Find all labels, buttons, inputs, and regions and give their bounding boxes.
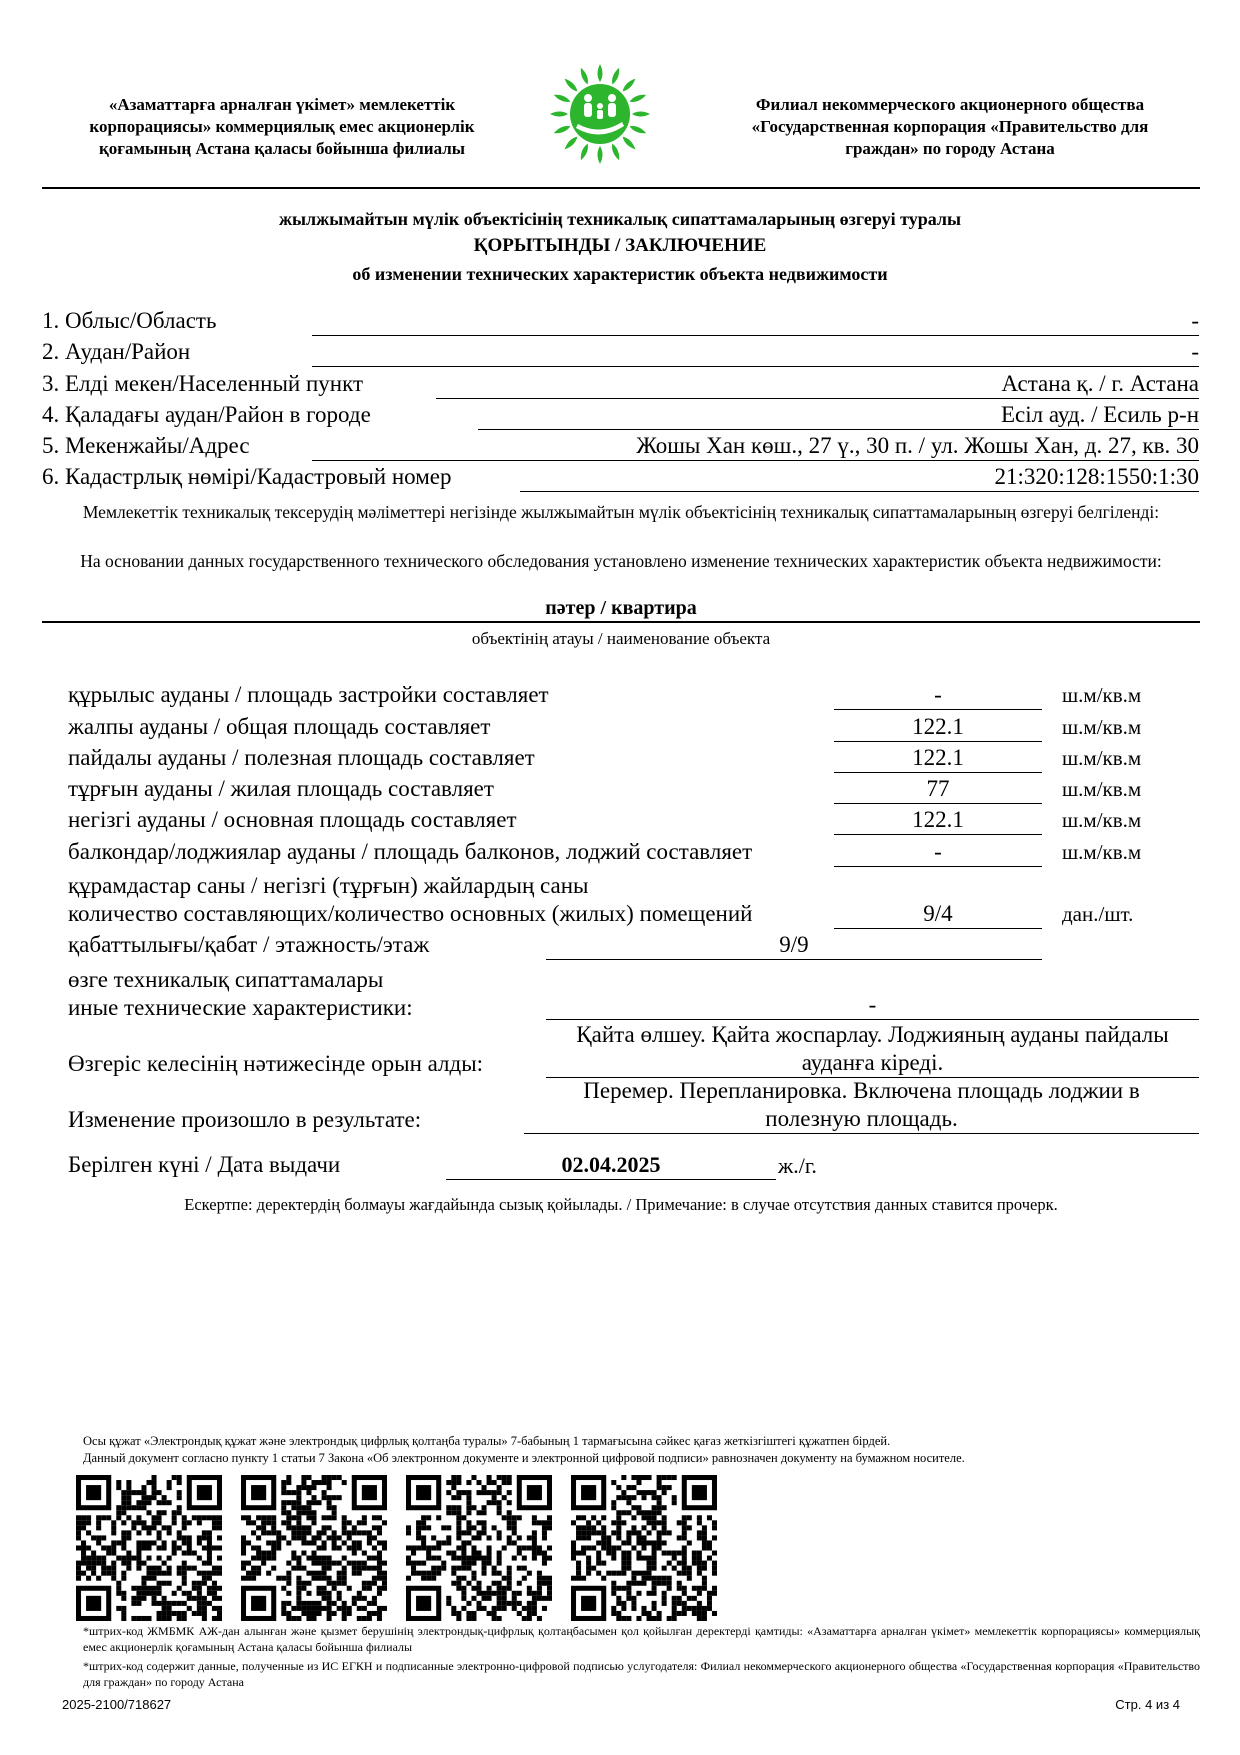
rooms-label-kz: құрамдастар саны / негізгі (тұрғын) жайлардың саны (68, 873, 589, 898)
other-label-ru: иные технические характеристики: (68, 995, 413, 1020)
area-total-label: жалпы ауданы / общая площадь составляет (68, 714, 491, 739)
title-main: ҚОРЫТЫНДЫ / ЗАКЛЮЧЕНИЕ (473, 235, 767, 256)
field-region-value: - (312, 307, 1199, 336)
other-value: - (546, 991, 1199, 1020)
floors-label: қабаттылығы/қабат / этажность/этаж (68, 932, 430, 957)
title-kz: жылжымайтын мүлік объектісінің техникалық сипаттамаларының өзгеруі туралы (278, 209, 962, 229)
change-ru-label: Изменение произошло в результате: (68, 1107, 422, 1132)
basis-kz: Мемлекеттік техникалық тексерудің мәліметтері негізінде жылжымайтын мүлік объектісінің техникалық сипаттамаларының өзгеруі белгіленді: (82, 502, 1160, 522)
floors-value: 9/9 (546, 931, 1042, 960)
change-kz-value (546, 1021, 1199, 1078)
footer-legal-ru: Данный документ согласно пункту 1 статьи 7 Закона «Об электронном документе и электронной цифровой подписи» равнозначен документу на бумажном носителе. (83, 1451, 965, 1465)
field-locality-value: Астана қ. / г. Астана (436, 370, 1199, 399)
area-main-unit: ш.м/кв.м (1062, 808, 1142, 832)
field-city-district-label: 4. Қаладағы аудан/Район в городе (42, 402, 371, 427)
field-locality-label: 3. Елді мекен/Населенный пункт (42, 371, 364, 396)
doc-number: 2025-2100/718627 (62, 1697, 172, 1712)
qr-code-1 (76, 1475, 222, 1621)
area-useful-label: пайдалы ауданы / полезная площадь составляет (68, 745, 535, 770)
title-ru: об изменении технических характеристик объекта недвижимости (352, 264, 888, 284)
note: Ескертпе: деректердің болмауы жағдайында сызық қойылады. / Примечание: в случае отсутствия данных ставится прочерк. (184, 1195, 1058, 1214)
field-address-value: Жошы Хан көш., 27 ү., 30 п. / ул. Жошы Хан, д. 27, кв. 30 (312, 432, 1199, 461)
footer-legal-kz: Осы құжат «Электрондық құжат және электрондық цифрлық қолтаңба туралы» 7-бабының 1 тармағысына сәйкес қағаз жеткізгіштегі құжатпен бірдей. (83, 1434, 891, 1448)
logo-sun-family-icon (548, 62, 652, 166)
header-right-org: Филиал некоммерческого акционерного общества «Государственная корпорация «Правительство для граждан» по городу Астана (751, 95, 1149, 158)
area-balcony-value: - (834, 838, 1042, 867)
rooms-unit: дан./шт. (1062, 902, 1134, 926)
issue-date-value: 02.04.2025 (446, 1151, 776, 1180)
basis-ru: На основании данных государственного технического обследования установлено изменение технических характеристик объекта недвижимости: (80, 551, 1162, 571)
rooms-value: 9/4 (834, 900, 1042, 929)
footer-barcode-kz: *штрих-код ЖМБМК АЖ-дан алынған және қызмет берушінің электрондық-цифрлық қолтаңбасымен қол қойылған деректерді қамтиды: «Азаматтарға арналған үкімет» мемлекеттік корпорациясы» коммерциялық емес акционерлік қоғамының Астана қаласы бойынша филиалы (83, 1624, 1200, 1654)
page-number: Стр. 4 из 4 (1115, 1697, 1180, 1712)
footer-barcode-ru: *штрих-код содержит данные, полученные из ИС ЕГКН и подписанные электронно-цифровой подписью услугодателя: Филиал некоммерческого акционерного общества «Государственная корпорация «Правительство для граждан» по городу Астана (83, 1659, 1200, 1689)
change-ru-value (524, 1077, 1199, 1134)
field-cadastral-value: 21:320:128:1550:1:30 (520, 463, 1199, 492)
area-total-unit: ш.м/кв.м (1062, 715, 1142, 739)
other-label-kz: өзге техникалық сипаттамалары (68, 967, 384, 992)
change-ru-line1: Перемер. Перепланировка. Включена площадь лоджии в (583, 1078, 1140, 1103)
issue-date-label: Берілген күні / Дата выдачи (68, 1152, 341, 1177)
field-district-label: 2. Аудан/Район (42, 339, 191, 364)
field-cadastral-label: 6. Кадастрлық нөмірі/Кадастровый номер (42, 464, 452, 489)
area-useful-value: 122.1 (834, 744, 1042, 773)
change-kz-line1: Қайта өлшеу. Қайта жоспарлау. Лоджияның ауданы пайдалы (576, 1022, 1169, 1047)
area-living-label: тұрғын ауданы / жилая площадь составляет (68, 776, 494, 801)
field-region-label: 1. Облыс/Область (42, 308, 217, 333)
object-name: пәтер / квартира (42, 595, 1200, 623)
area-building-unit: ш.м/кв.м (1062, 683, 1142, 707)
area-living-value: 77 (834, 775, 1042, 804)
area-building-label: құрылыс ауданы / площадь застройки составляет (68, 682, 549, 707)
rooms-label-ru: количество составляющих/количество основных (жилых) помещений (68, 901, 753, 926)
change-kz-line2: ауданға кіреді. (801, 1050, 944, 1075)
area-building-value: - (834, 681, 1042, 710)
change-ru-line2: полезную площадь. (765, 1106, 958, 1131)
object-caption: объектінің атауы / наименование объекта (471, 629, 771, 648)
change-kz-label: Өзгеріс келесінің нәтижесінде орын алды: (68, 1051, 484, 1076)
area-total-value: 122.1 (834, 713, 1042, 742)
qr-code-3 (406, 1475, 552, 1621)
qr-code-4 (571, 1475, 717, 1621)
field-district-value: - (312, 338, 1199, 367)
qr-code-2 (241, 1475, 387, 1621)
issue-date-suffix: ж./г. (778, 1153, 817, 1178)
field-city-district-value: Есіл ауд. / Есиль р-н (478, 401, 1199, 430)
area-useful-unit: ш.м/кв.м (1062, 746, 1142, 770)
area-main-value: 122.1 (834, 806, 1042, 835)
area-main-label: негізгі ауданы / основная площадь составляет (68, 807, 517, 832)
area-balcony-label: балкондар/лоджиялар ауданы / площадь балконов, лоджий составляет (68, 839, 753, 864)
field-address-label: 5. Мекенжайы/Адрес (42, 433, 250, 458)
area-living-unit: ш.м/кв.м (1062, 777, 1142, 801)
area-balcony-unit: ш.м/кв.м (1062, 840, 1142, 864)
header-left-org: «Азаматтарға арналған үкімет» мемлекеттік корпорациясы» коммерциялық емес акционерлік қоғамының Астана қаласы бойынша филиалы (89, 95, 475, 158)
header-divider (42, 187, 1200, 189)
